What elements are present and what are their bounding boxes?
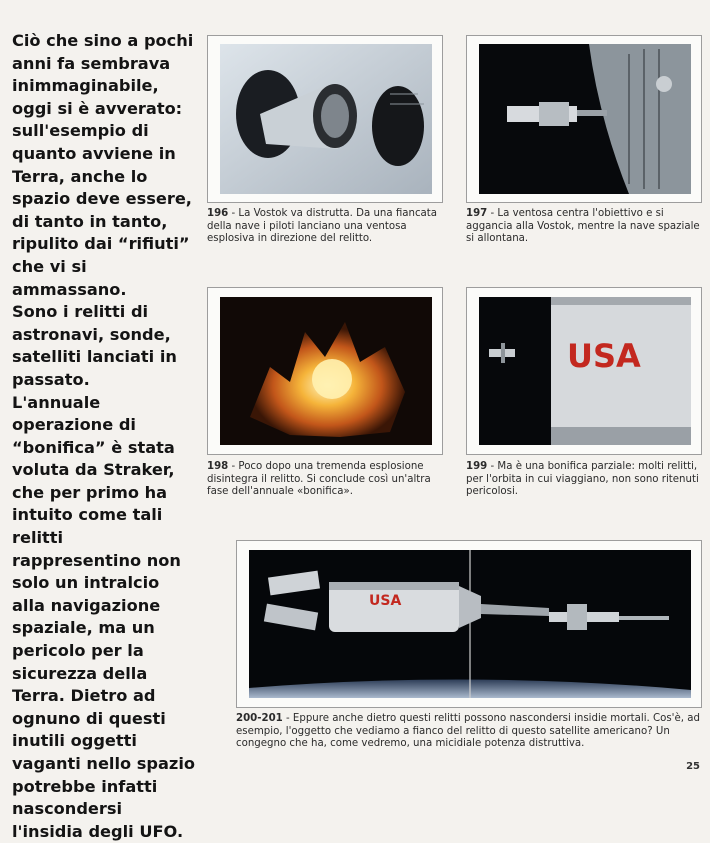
figure-196-number: 196 — [207, 208, 228, 219]
figure-198-caption — [207, 461, 443, 499]
intro-paragraph-1: Ciò che sino a pochi anni fa sembrava inimmaginabile, oggi si è avverato: sull'esempio di quanto avviene in Terra, anche lo spazio deve essere, di tanto in tanto, ripulito dai “rifiuti” che vi si ammassano. — [12, 30, 196, 301]
figure-196-text: - La Vostok va distrutta. Da una fiancata della nave i piloti lanciano una ventosa esplosiva in direzione del relitto. — [207, 208, 437, 244]
figure-199-text: - Ma è una bonifica parziale: molti relitti, per l'orbita in cui viaggiano, non sono ritenuti pericolosi. — [466, 461, 699, 497]
figure-199-number: 199 — [466, 461, 487, 472]
figure-200-201-text: - Eppure anche dietro questi relitti possono nascondersi insidie mortali. Cos'è, ad esempio, l'oggetto che vediamo a fianco del relitto di questo satellite americano? Un congegno che ha, come vedremo, una micidiale potenza distruttiva. — [236, 713, 700, 749]
hull-lettering-200: USA — [369, 593, 401, 609]
figure-199-photo — [479, 297, 691, 445]
page-number: 25 — [686, 761, 700, 772]
figure-198-number: 198 — [207, 461, 228, 472]
figure-198-photo — [220, 297, 432, 445]
intro-text — [12, 30, 196, 843]
figure-198-text: - Poco dopo una tremenda esplosione disintegra il relitto. Si conclude così un'altra fase dell'annuale «bonifica». — [207, 461, 431, 497]
figure-200-201-photo — [249, 550, 691, 698]
intro-paragraph-2: Sono i relitti di astronavi, sonde, satelliti lanciati in passato. — [12, 301, 196, 391]
figure-199-caption — [466, 461, 706, 499]
figure-197-text: - La ventosa centra l'obiettivo e si aggancia alla Vostok, mentre la nave spaziale si allontana. — [466, 208, 700, 244]
figure-196-photo — [220, 44, 432, 194]
figure-196-caption — [207, 208, 443, 246]
figure-197-caption — [466, 208, 706, 246]
figure-200-201-caption — [236, 713, 708, 751]
figure-197-photo — [479, 44, 691, 194]
figure-200-201-number: 200-201 — [236, 713, 283, 724]
hull-lettering-199: USA — [567, 337, 641, 375]
intro-paragraph-3: L'annuale operazione di “bonifica” è stata voluta da Straker, che per primo ha intuito come tali relitti rappresentino non solo un intralcio alla navigazione spaziale, ma un pericolo per la sicurezza della Terra. Dietro ad ognuno di questi inutili oggetti vaganti nello spazio potrebbe infatti nascondersi l'insidia degli UFO. — [12, 392, 196, 843]
figure-197-number: 197 — [466, 208, 487, 219]
